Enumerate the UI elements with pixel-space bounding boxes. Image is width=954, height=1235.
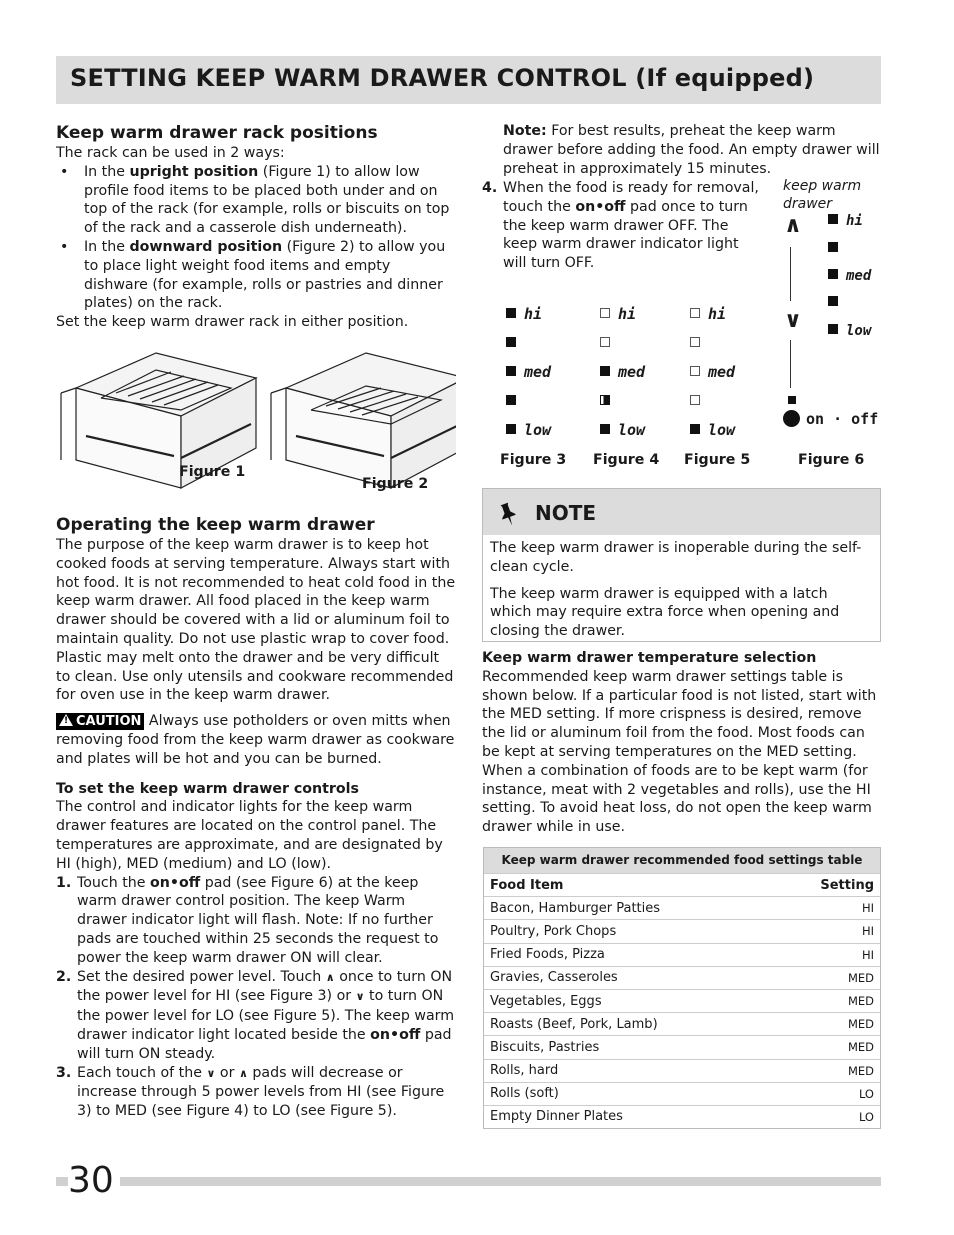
caution-paragraph: ! CAUTION Always use potholders or oven mitts when removing food from the keep warm drawer as cookware and plates will be hot and you can be burned. [56,713,455,767]
table-row: Vegetables, Eggs MED [484,989,880,1012]
note-body: The keep warm drawer is inoperable during the self-clean cycle. The keep warm drawer is equipped with a latch which may require extra force when opening and closing the drawer. [490,540,862,640]
list-item: • In the downward position (Figure 2) to allow you to place light weight food items and empty dishware (for example, rolls or pastries and dinner plates) on the rack. [56,238,456,313]
on-off-pad-icon[interactable] [783,410,800,427]
panel-divider [790,340,791,388]
note-header [483,489,880,535]
indicator-off-icon [690,366,700,376]
on-off-label: on · off [806,410,879,428]
indicator-icon [828,269,838,279]
list-item: 1. Touch the on•off pad (see Figure 6) at the keep warm drawer control position. The keep Warm drawer indicator light will flash. Note: If no further pads are touched within 25 seconds the request to power the keep warm drawer ON will clear. [56,874,439,966]
fig5-mid-hi [690,334,708,352]
fig5-med: med [690,363,735,381]
list-item: 2. Set the desired power level. Touch ∧ once to turn ON the power level for HI (see Figure 3) or ∨ to turn ON the power level for LO (see Figure 5). The keep warm drawer indicator light located beside the on•off pad will turn ON steady. [56,968,455,1062]
table-row: Empty Dinner Plates LO [484,1105,880,1128]
operating-body: The purpose of the keep warm drawer is to keep hot cooked foods at serving temperature. Always start with hot food. It is not recommended to heat cold food in the keep warm drawer. All food placed in the keep warm drawer should be covered with a lid or aluminum foil to maintain quality. Do not use plastic wrap to cover food. Plastic may melt onto the drawer and be very difficult to clean. Use only utensils and cookware recommended for oven use in the keep warm drawer. [56,537,456,704]
table-header-row: Food Item Setting [484,873,880,896]
indicator-on-icon [600,395,610,405]
down-arrow-icon: ∨ [206,1066,216,1080]
operating-section [56,514,456,1121]
indicator-on-icon [600,366,610,376]
left-column [56,122,456,332]
fig4-med: med [600,363,645,381]
indicator-off-icon [600,308,610,318]
note-box [482,488,881,642]
page-title: SETTING KEEP WARM DRAWER CONTROL (If equipped) [70,64,815,92]
indicator-off-icon [600,337,610,347]
indicator-on-icon [506,395,516,405]
note-title: NOTE [535,501,597,525]
table-caption: Keep warm drawer recommended food settings table [484,848,880,873]
page-number: 30 [68,1160,120,1201]
table-row: Rolls, hard MED [484,1059,880,1082]
list-item: 4. When the food is ready for removal, touch the on•off pad once to turn the keep warm drawer OFF. The keep warm drawer indicator light will turn OFF. [482,180,759,272]
up-arrow-icon[interactable]: ∧ [784,213,802,238]
panel-hi: hi [828,213,863,229]
panel-med: med [828,268,871,284]
down-arrow-icon: ∨ [355,990,365,1004]
warning-icon: ! [59,714,73,726]
rack-figures [56,348,456,498]
indicator-on-icon [690,424,700,434]
indicator-on-icon [506,337,516,347]
table-row: Poultry, Pork Chops HI [484,919,880,942]
list-item: • In the upright position (Figure 1) to allow low profile food items to be placed both under and on top of the rack (for example, rolls or biscuits on top of the rack and a casserole dish underneath). [56,163,456,238]
figure-4-label: Figure 4 [593,452,660,468]
up-arrow-icon: ∧ [325,970,335,984]
indicator-on-icon [506,366,516,376]
step-4 [482,179,762,273]
down-arrow-icon[interactable]: ∨ [784,308,802,333]
fig3-med: med [506,363,551,381]
fig3-low: low [506,421,551,439]
indicator-on-icon [506,424,516,434]
fig5-hi: hi [690,305,726,323]
indicator-icon [828,324,838,334]
rack-intro: The rack can be used in 2 ways: [56,145,285,161]
controls-heading: To set the keep warm drawer controls [56,780,359,797]
panel-divider [790,247,791,301]
indicator-off-icon [690,308,700,318]
drawer-indicator-light-icon [788,396,796,404]
indicator-on-icon [506,308,516,318]
up-arrow-icon: ∧ [238,1066,248,1080]
preheat-note: Note: For best results, preheat the keep warm drawer before adding the food. An empty drawer will preheat in approximately 15 minutes. [503,123,880,177]
fig3-mid-hi [506,334,524,352]
fig4-low: low [600,421,645,439]
fig5-low: low [690,421,735,439]
control-panel-figure [782,177,892,467]
table-row: Biscuits, Pastries MED [484,1035,880,1058]
indicator-icon [828,296,838,306]
food-settings-table [483,847,881,1129]
fig3-hi: hi [506,305,542,323]
fig4-hi: hi [600,305,636,323]
operating-heading: Operating the keep warm drawer [56,515,375,535]
rack-outro: Set the keep warm drawer rack in either position. [56,314,409,331]
figure-3-label: Figure 3 [500,452,567,468]
indicator-off-icon [690,395,700,405]
panel-mid-lo [828,295,846,311]
selection-section [482,649,882,837]
panel-low: low [828,323,871,339]
panel-mid-hi [828,241,846,257]
selection-body: Recommended keep warm drawer settings table is shown below. If a particular food is not listed, start with the MED setting. If more crispness is desired, remove the lid or aluminum foil from the food. Most foods can be kept at serving temperatures on the MED setting. When a combination of foods are to be kept warm (for instance, meat with 2 vegetables and rolls), use the HI setting. To avoid heat loss, do not open the keep warm drawer while in use. [482,668,877,836]
section-banner [56,56,881,104]
footer-bar [56,1177,881,1186]
fig3-mid-lo [506,392,524,410]
figure-2-label: Figure 2 [362,476,429,492]
indicator-icon [828,214,838,224]
table-row: Roasts (Beef, Pork, Lamb) MED [484,1012,880,1035]
indicator-off-icon [690,337,700,347]
caution-badge: ! CAUTION [56,713,144,730]
table-row: Gravies, Casseroles MED [484,966,880,989]
fig5-mid-lo [690,392,708,410]
rack-bullets [56,163,456,313]
indicator-on-icon [600,424,610,434]
selection-heading: Keep warm drawer temperature selection [482,650,817,666]
pushpin-icon [499,501,519,533]
figure-6-label: Figure 6 [798,452,865,468]
table-row: Fried Foods, Pizza HI [484,943,880,966]
figure-1-label: Figure 1 [179,464,246,480]
figure-5-label: Figure 5 [684,452,751,468]
fig4-mid-hi [600,334,618,352]
rack-heading: Keep warm drawer rack positions [56,123,378,143]
table-row: Bacon, Hamburger Patties HI [484,896,880,919]
list-item: 3. Each touch of the ∨ or ∧ pads will decrease or increase through 5 power levels from HI (see Figure 3) to MED (see Figure 4) to LO (see Figure 5). [56,1064,445,1120]
controls-steps [56,874,456,1121]
table-row: Rolls (soft) LO [484,1082,880,1105]
fig4-mid-lo [600,392,618,410]
panel-label: keep warm drawer [783,178,862,212]
controls-intro: The control and indicator lights for the keep warm drawer features are located on the control panel. The temperatures are approximate, and are designated by HI (high), MED (medium) and LO (low). [56,799,443,872]
indicator-icon [828,242,838,252]
